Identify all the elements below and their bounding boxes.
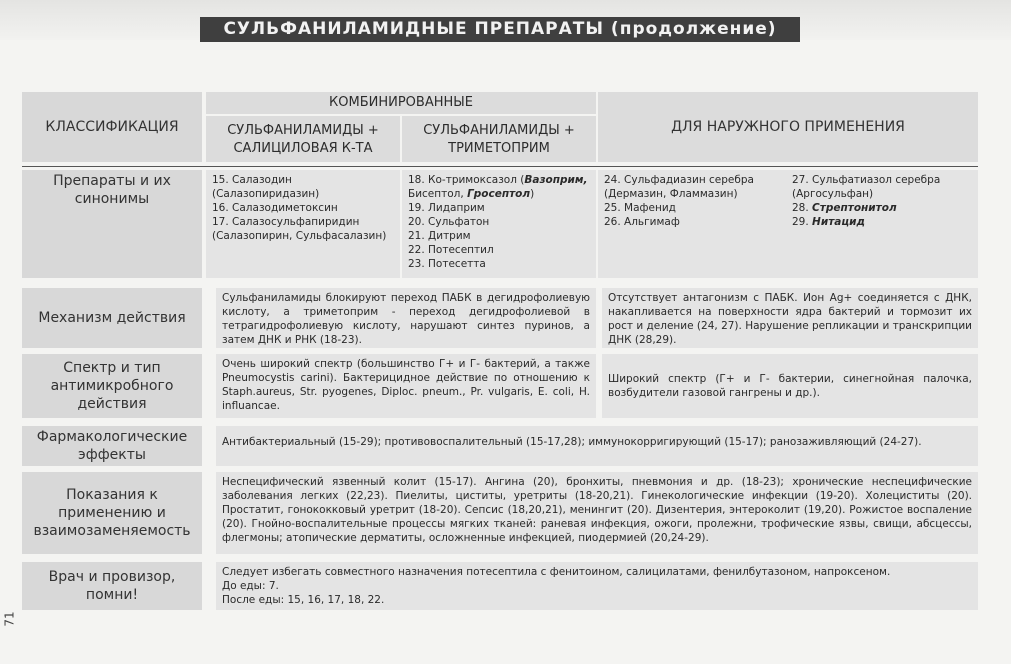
drug-24: 24. Сульфадиазин серебра <box>604 174 754 186</box>
warning-line-3: После еды: 15, 16, 17, 18, 22. <box>222 594 385 606</box>
drug-22: 22. Потесептил <box>408 244 494 256</box>
drug-16: 16. Салазодиметоксин <box>212 202 338 214</box>
warning-line-2: До еды: 7. <box>222 580 279 592</box>
warning-text <box>216 562 978 610</box>
drugs-trimethoprim-list <box>402 170 596 278</box>
drug-18-synonym: Бисептол, Гросептол) <box>408 188 535 200</box>
indications-label: Показания к применению и взаимозаменяемость <box>22 472 202 554</box>
drug-24-synonym: (Дермазин, Фламмазин) <box>604 188 738 200</box>
pharm-effects-text: Антибактериальный (15-29); противовоспалительный (15-17,28); иммунокорригирующий (15-17); ранозаживляющий (24-27). <box>216 426 978 466</box>
drug-15: 15. Салазодин <box>212 174 292 186</box>
spectrum-combined: Очень широкий спектр (большинство Г+ и Г- бактерий, а также Pneumocystis carini). Бактерицидное действие по отношению к Staph.aureus, Str. pyogenes, Diploc. pneum., Pr. vulgaris, E. coli, H. influancae. <box>216 354 596 418</box>
drug-28: 28. Стрептонитол <box>792 202 897 214</box>
drugs-external-list-a <box>598 170 786 278</box>
drug-21: 21. Дитрим <box>408 230 471 242</box>
warning-line-1: Следует избегать совместного назначения потесептила с фенитоином, салицилатами, фенилбутазоном, напроксеном. <box>222 566 891 578</box>
drug-27-synonym: (Аргосульфан) <box>792 188 874 200</box>
page-number: 71 <box>2 611 17 627</box>
drugs-external-list-b <box>786 170 978 278</box>
drugs-label: Препараты и их синонимы <box>22 170 202 278</box>
drug-25: 25. Мафенид <box>604 202 676 214</box>
drug-15-synonym: (Салазопиридазин) <box>212 188 320 200</box>
indications-text: Неспецифический язвенный колит (15-17). Ангина (20), бронхиты, пневмония и др. (18-23); хронические неспецифические заболевания легких (22,23). Пиелиты, циститы, уретриты (18-20,21). Гинекологические инфекции (19-20). Холециститы (20). Простатит, гонококковый уретрит (18-20). Сепсис (18,20,21), менингит (20). Дизентерия, энтероколит (19,20). Рожистое воспаление (20). Гнойно-воспалительные процессы мягких тканей: раневая инфекция, ожоги, пролежни, трофические язвы, свищи, абсцессы, флегмоны; атопические дерматиты, осложненные инфекцией, пиодермией (20,24-29). <box>216 472 978 554</box>
header-divider <box>22 166 978 167</box>
drug-17-synonym: (Салазопирин, Сульфасалазин) <box>212 230 387 242</box>
header-combined: КОМБИНИРОВАННЫЕ <box>206 92 596 114</box>
page-title: СУЛЬФАНИЛАМИДНЫЕ ПРЕПАРАТЫ (продолжение) <box>200 17 800 42</box>
mechanism-label: Механизм действия <box>22 288 202 348</box>
drug-20: 20. Сульфатон <box>408 216 490 228</box>
spectrum-label: Спектр и тип антимикробного действия <box>22 354 202 418</box>
drug-23: 23. Потесетта <box>408 258 486 270</box>
drugs-salicylic-list <box>206 170 400 278</box>
drug-18: 18. Ко-тримоксазол (Вазоприм, <box>408 174 588 186</box>
drug-17: 17. Салазосульфапиридин <box>212 216 360 228</box>
mechanism-combined: Сульфаниламиды блокируют переход ПАБК в дегидрофолиевую кислоту, а триметоприм - переход дегидрофолиевой в тетрагидрофолиевую кислоту, нарушают синтез пуринов, а затем ДНК и РНК (18-23). <box>216 288 596 348</box>
header-salicylic: СУЛЬФАНИЛАМИДЫ + САЛИЦИЛОВАЯ К-ТА <box>206 116 400 162</box>
pharm-effects-label: Фармакологические эффекты <box>22 426 202 466</box>
mechanism-external: Отсутствует антагонизм с ПАБК. Ион Ag+ соединяется с ДНК, накапливается на поверхности ядра бактерий и тормозит их рост и деление (24, 27). Нарушение репликации и транскрипции ДНК (28,29). <box>602 288 978 348</box>
drug-27: 27. Сульфатиазол серебра <box>792 174 941 186</box>
header-trimethoprim: СУЛЬФАНИЛАМИДЫ + ТРИМЕТОПРИМ <box>402 116 596 162</box>
header-external: ДЛЯ НАРУЖНОГО ПРИМЕНЕНИЯ <box>598 92 978 162</box>
drug-19: 19. Лидаприм <box>408 202 485 214</box>
header-classification: КЛАССИФИКАЦИЯ <box>22 92 202 162</box>
drug-26: 26. Альгимаф <box>604 216 680 228</box>
spectrum-external: Широкий спектр (Г+ и Г- бактерии, синегнойная палочка, возбудители газовой гангрены и др.). <box>602 354 978 418</box>
warning-label: Врач и провизор, помни! <box>22 562 202 610</box>
drug-29: 29. Нитацид <box>792 216 865 228</box>
